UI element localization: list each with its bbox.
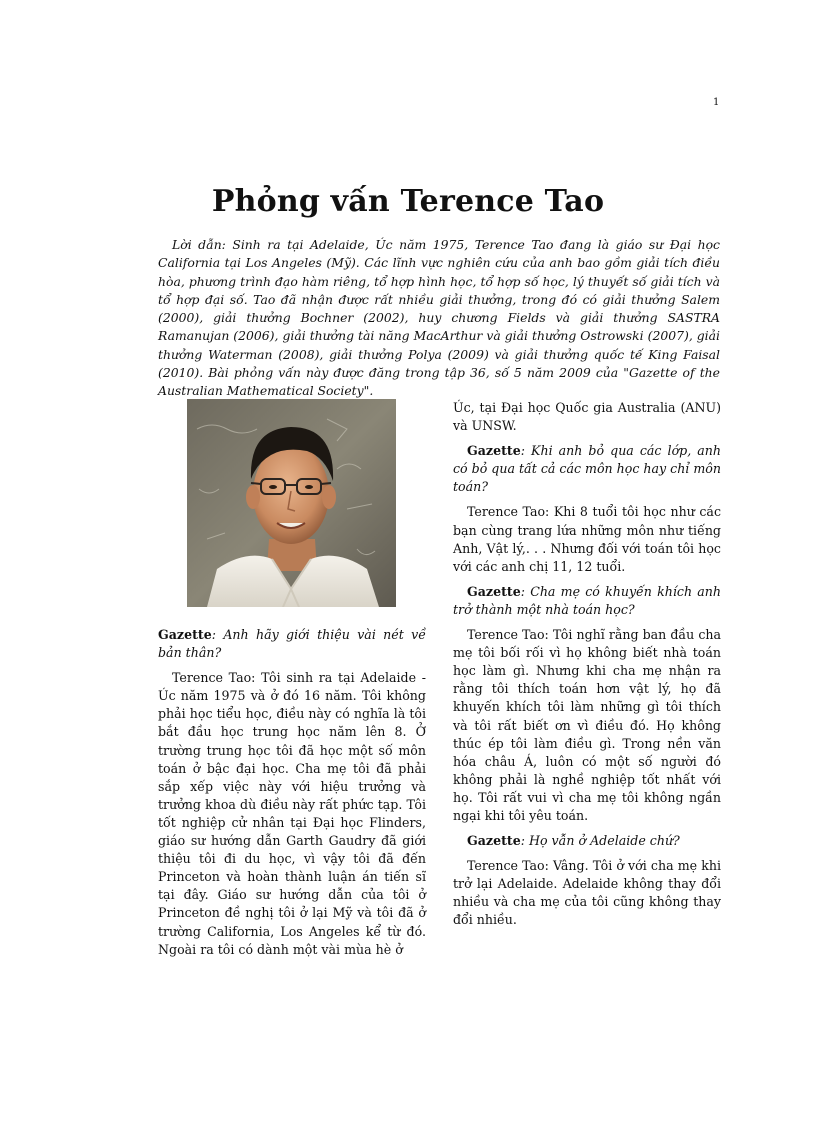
intro-paragraph — [158, 236, 720, 401]
answer-1-continued: Úc, tại Đại học Quốc gia Australia (ANU) và UNSW. — [453, 400, 721, 434]
intro-text: Lời dẫn: Sinh ra tại Adelaide, Úc năm 1975, Terence Tao đang là giáo sư Đại học California tại Los Angeles (Mỹ). Các lĩnh vực nghiên cứu của anh bao gồm giải tích điều hòa, phương trình đạo hàm riêng, tổ hợp hình học, tổ hợp số học, lý thuyết số giải tích và tổ hợp đại số. Tao đã nhận được rất nhiều giải thưởng, trong đó có giải thưởng Salem (2000), giải thưởng Bochner (2002), huy chương Fields và giải thưởng SASTRA Ramanujan (2006), giải thưởng tài năng MacArthur và giải thưởng Ostrowski (2007), giải thưởng Waterman (2008), giải thưởng Polya (2009) và giải thưởng quốc tế King Faisal (2010). Bài phỏng vấn này được đăng trong tập 36, số 5 năm 2009 của "Gazette of the Australian Mathematical Society". — [158, 237, 720, 399]
gazette-label: Gazette — [467, 583, 521, 599]
gazette-label: Gazette — [467, 833, 521, 849]
question-text: Họ vẫn ở Adelaide chứ? — [528, 833, 680, 849]
gazette-label: Gazette — [467, 443, 521, 459]
answer-3: Terence Tao: Tôi nghĩ rằng ban đầu cha mẹ tôi bối rối vì họ không biết nhà toán học làm gì. Nhưng khi cha mẹ nhận ra rằng tôi thích toán hơn vật lý, họ đã khuyến khích tôi làm những gì tôi thích và tôi rất biết ơn vì điều đó. Họ không thúc ép tôi làm điều gì. Trong nền văn hóa châu Á, luôn có một số người đó không phải là nghề nghiệp tốt nhất với họ. Tôi rất vui vì cha mẹ tôi không ngần ngại khi tôi yêu toán. — [453, 627, 721, 823]
question-text: Anh hãy giới thiệu vài nét về bản thân? — [158, 627, 427, 661]
page-title: Phỏng vấn Terence Tao — [211, 184, 605, 219]
question-4: Gazette: Họ vẫn ở Adelaide chứ? — [467, 833, 680, 849]
right-column — [453, 399, 721, 937]
answer-1: Terence Tao: Tôi sinh ra tại Adelaide - Úc năm 1975 và ở đó 16 năm. Tôi không phải học tiểu học, điều này có nghĩa là tôi bắt đầu học trung học năm lên 8. Ở trường trung học tôi đã học một số môn toán ở bậc đại học. Cha mẹ tôi đã phải sắp xếp việc này với hiệu trưởng và trưởng khoa dù điều này rất phức tạp. Tôi tốt nghiệp cử nhân tại Đại học Flinders, giáo sư hướng dẫn Garth Gaudry đã giới thiệu tôi đi du học, vì vậy tôi đã đến Princeton và hoàn thành luận án tiến sĩ tại đây. Giáo sư hướng dẫn của tôi ở Princeton đề nghị tôi ở lại Mỹ và tôi đã ở trường California, Los Angeles kể từ đó. Ngoài ra tôi có dành một vài mùa hè ở — [158, 670, 426, 957]
question-3: Gazette: Cha mẹ có khuyến khích anh trở thành một nhà toán học? — [453, 583, 721, 617]
page-number: 1 — [713, 97, 720, 108]
question-1: Gazette: Anh hãy giới thiệu vài nét về bản thân? — [158, 627, 427, 661]
question-2: Gazette: Khi anh bỏ qua các lớp, anh có bỏ qua tất cả các môn học hay chỉ môn toán? — [453, 443, 721, 495]
left-column — [158, 626, 426, 966]
portrait-photo — [187, 399, 396, 607]
answer-4: Terence Tao: Vâng. Tôi ở với cha mẹ khi trở lại Adelaide. Adelaide không thay đổi nhiều và cha mẹ của tôi cũng không thay đổi nhiều. — [453, 858, 721, 928]
gazette-label: Gazette — [158, 627, 212, 642]
question-text: Khi anh bỏ qua các lớp, anh có bỏ qua tất cả các môn học hay chỉ môn toán? — [453, 443, 721, 495]
answer-2: Terence Tao: Khi 8 tuổi tôi học như các bạn cùng trang lứa những môn như tiếng Anh, Vật lý,. . . Nhưng đối với toán tôi học với các anh chị 11, 12 tuổi. — [453, 504, 721, 574]
question-text: Cha mẹ có khuyến khích anh trở thành một nhà toán học? — [453, 583, 721, 617]
